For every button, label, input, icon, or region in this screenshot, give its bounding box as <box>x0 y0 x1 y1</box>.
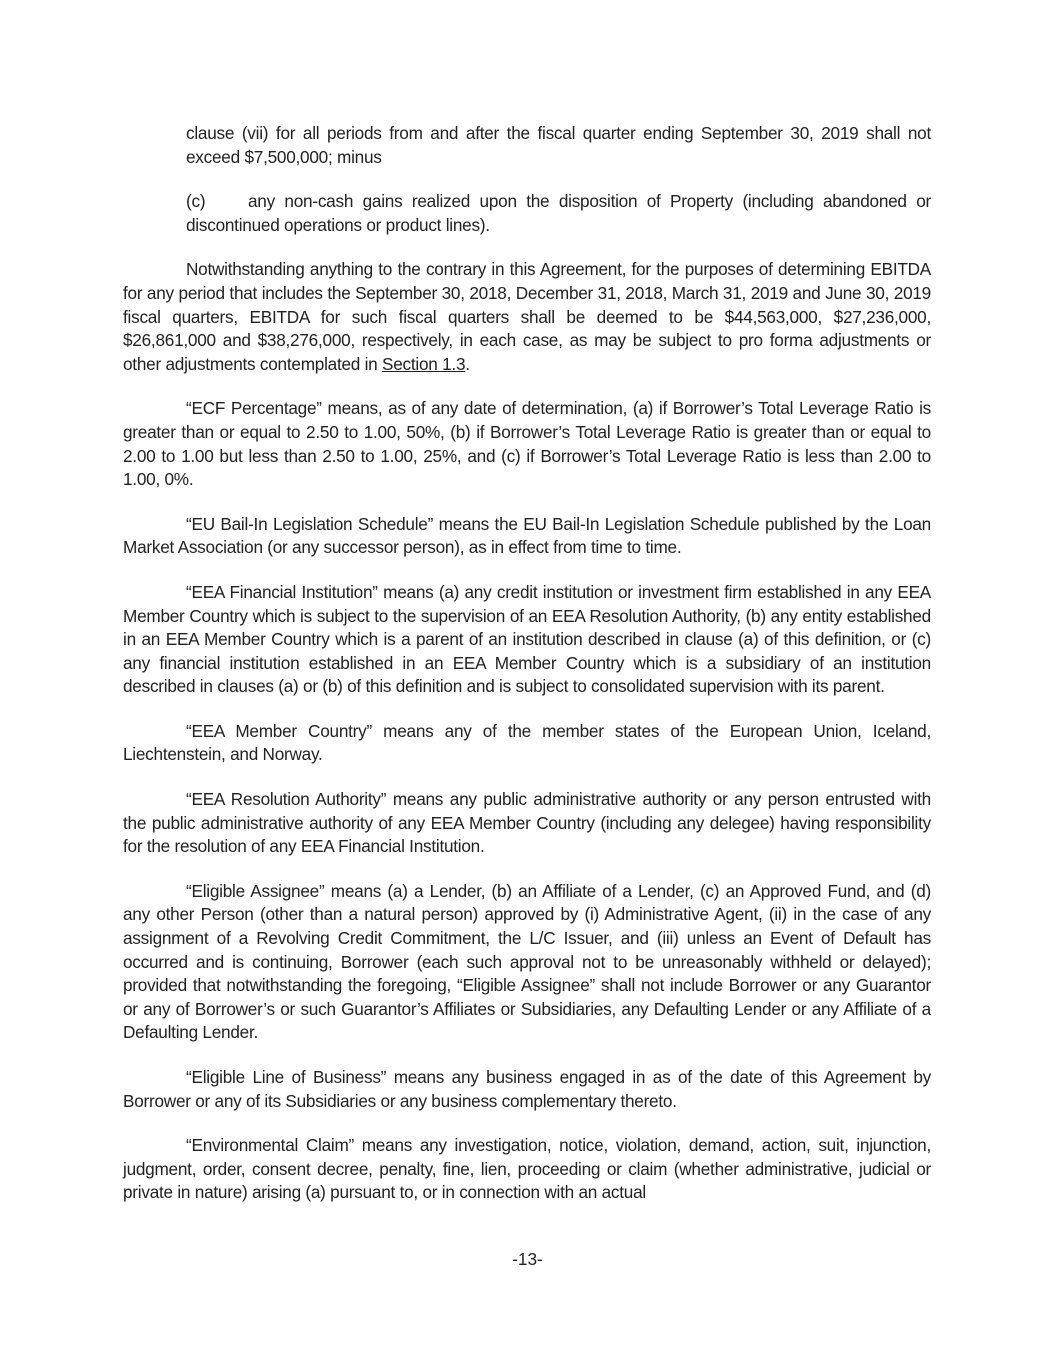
defined-term: “EEA Member Country” <box>186 720 372 741</box>
definition-ecf-percentage <box>123 397 931 491</box>
paragraph-text: Notwithstanding anything to the contrary in this Agreement, for the purposes of determining EBITDA for any period that includes the September 30, 2018, December 31, 2018, March 31, 2019 and June 30, 2019 fiscal quarters, EBITDA for such fiscal quarters shall be deemed to be $44,563,000, $27,236,000, $26,861,000 and $38,276,000, respectively, in each case, as may be subject to pro forma adjustments or other adjustments contemplated in <box>123 259 931 374</box>
definition-eea-financial-institution <box>123 581 931 699</box>
paragraph-text-end: . <box>465 353 470 374</box>
definition-text: means any of the member states of the European Union, Iceland, Liechtenstein, and Norway. <box>123 720 931 765</box>
clause-label: (c) <box>186 191 206 212</box>
defined-term: “Eligible Line of Business” <box>186 1067 387 1087</box>
paragraph-text: clause (vii) for all periods from and after the fiscal quarter ending September 30, 2019 shall not exceed $7,500,000; minus <box>186 123 931 167</box>
definition-text: means (a) a Lender, (b) an Affiliate of a Lender, (c) an Approved Fund, and (d) any other Person (other than a natural person) approved by (i) Administrative Agent, (ii) in the case of any assignment of a Revolving Credit Commitment, the L/C Issuer, and (iii) unless an Event of Default has occurred and is continuing, Borrower (each such approval not to be unreasonably withheld or delayed); provided that notwithstanding the foregoing, <box>123 880 931 996</box>
defined-term: “EU Bail-In Legislation Schedule” <box>186 513 434 534</box>
definition-environmental-claim <box>123 1134 931 1205</box>
document-page <box>123 122 931 1205</box>
definition-eea-member-country <box>123 720 931 767</box>
defined-term: “ECF Percentage” <box>186 398 322 419</box>
defined-term: “Eligible Assignee” <box>186 880 325 901</box>
defined-term: “EEA Resolution Authority” <box>186 789 387 810</box>
page-number: -13- <box>512 1249 543 1269</box>
section-reference-link[interactable]: Section 1.3 <box>382 353 466 374</box>
definition-eea-resolution-authority <box>123 788 931 859</box>
definition-text: means the EU Bail-In Legislation Schedule published by the Loan Market Association (or any successor person), as in effect from time to time. <box>123 513 931 558</box>
definition-text: means any public administrative authority or any person entrusted with the public administrative authority of any EEA Member Country (including any delegee) having responsibility for the resolution of any EEA Financial Institution. <box>123 789 931 857</box>
definition-eu-bail-in-schedule <box>123 513 931 560</box>
definition-text: means, as of any date of determination, (a) if Borrower’s Total Leverage Ratio is greater than or equal to 2.50 to 1.00, 50%, (b) if Borrower’s Total Leverage Ratio is greater than or equal to 2.00 to 1.00 but less than 2.50 to 1.00, 25%, and (c) if Borrower’s Total Leverage Ratio is less than 2.00 to 1.00, 0%. <box>123 398 931 490</box>
clause-c <box>186 190 931 237</box>
definition-text-end: shall not include Borrower or any Guarantor or any of Borrower’s or such Guarantor’s Affiliates or Subsidiaries, any Defaulting Lender or any Affiliate of a Defaulting Lender. <box>123 975 931 1043</box>
definition-text: means any business engaged in as of the date of this Agreement by Borrower or any of its Subsidiaries or any business complementary thereto. <box>123 1067 931 1111</box>
defined-term: “EEA Financial Institution” <box>186 581 378 602</box>
paragraph-text: any non-cash gains realized upon the disposition of Property (including abandoned or discontinued operations or product lines). <box>186 191 931 235</box>
definition-text: means any investigation, notice, violation, demand, action, suit, injunction, judgment, order, consent decree, penalty, fine, lien, proceeding or claim (whether administrative, judicial or private in nature) arising (a) pursuant to, or in connection with an actual <box>123 1135 931 1203</box>
defined-term-repeat: “Eligible Assignee” <box>456 975 596 996</box>
definition-eligible-assignee <box>123 880 931 1045</box>
defined-term: “Environmental Claim” <box>186 1135 354 1156</box>
definition-text: means (a) any credit institution or investment firm established in any EEA Member Country which is subject to the supervision of an EEA Resolution Authority, (b) any entity established in an EEA Member Country which is a parent of an institution described in clause (a) of this definition, or (c) any financial institution established in an EEA Member Country which is a subsidiary of an institution described in clauses (a) or (b) of this definition and is subject to consolidated supervision with its parent. <box>123 581 931 697</box>
clause-vii-continuation <box>186 122 931 169</box>
definition-eligible-line-of-business <box>123 1066 931 1113</box>
ebitda-notwithstanding-paragraph <box>123 258 931 376</box>
